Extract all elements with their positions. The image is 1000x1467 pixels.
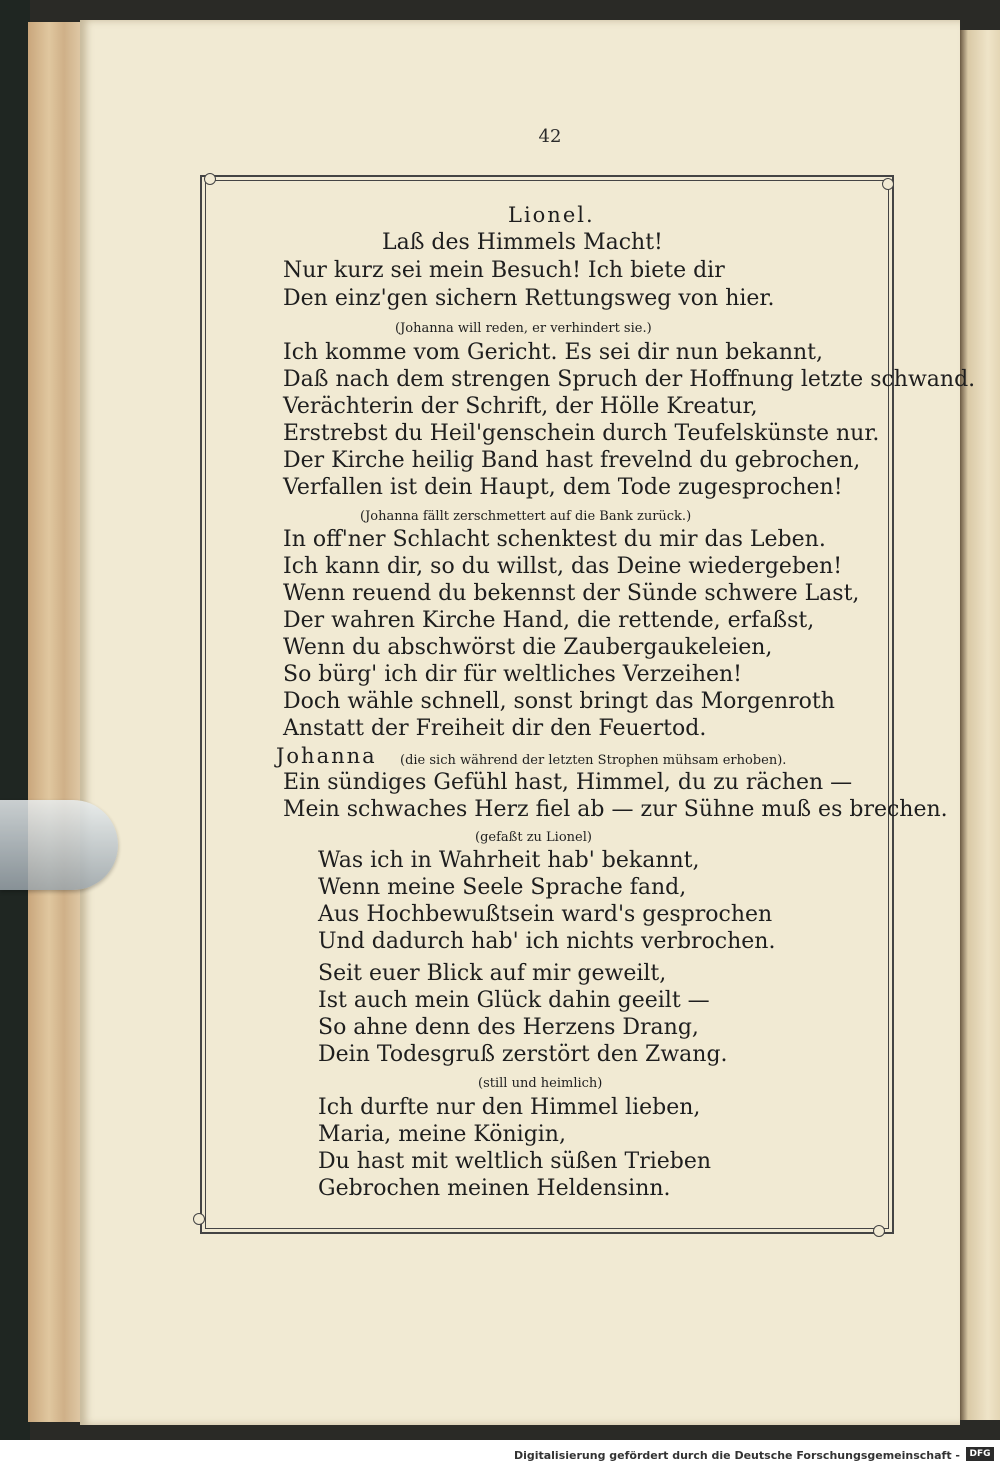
verse-line: Daß nach dem strengen Spruch der Hoffnung letzte schwand. [283, 367, 976, 392]
page-number: 42 [538, 126, 562, 147]
verse-line: Laß des Himmels Macht! [382, 230, 663, 255]
verse-line: Nur kurz sei mein Besuch! Ich biete dir [283, 258, 725, 283]
dfg-logo-icon: DFG [966, 1447, 994, 1461]
verse-line: Erstrebst du Heil'genschein durch Teufelskünste nur. [283, 421, 880, 446]
verse-line: Ein sündiges Gefühl hast, Himmel, du zu rächen — [283, 770, 853, 795]
verse-line: Der wahren Kirche Hand, die rettende, erfaßst, [283, 608, 815, 633]
verse-line: Anstatt der Freiheit dir den Feuertod. [283, 716, 707, 741]
verse-line: Maria, meine Königin, [318, 1122, 566, 1147]
verse-line: Ich durfte nur den Himmel lieben, [318, 1095, 701, 1120]
verse-line: Verfallen ist dein Haupt, dem Tode zugesprochen! [283, 475, 843, 500]
verse-line: Mein schwaches Herz fiel ab — zur Sühne muß es brechen. [283, 797, 948, 822]
verse-line: Aus Hochbewußtsein ward's gesprochen [318, 902, 773, 927]
verse-line: Dein Todesgruß zerstört den Zwang. [318, 1042, 728, 1067]
verse-line: So ahne denn des Herzens Drang, [318, 1015, 699, 1040]
verse-line: Wenn du abschwörst die Zaubergaukeleien, [283, 635, 773, 660]
speaker-name: Lionel. [508, 203, 595, 227]
funding-notice: Digitalisierung gefördert durch die Deutsche Forschungsgemeinschaft - [513, 1449, 960, 1462]
verse-line: Was ich in Wahrheit hab' bekannt, [318, 848, 700, 873]
verse-line: Ist auch mein Glück dahin geeilt — [318, 988, 710, 1013]
verse-line: Doch wähle schnell, sonst bringt das Morgenroth [283, 689, 835, 714]
stage-direction: (die sich während der letzten Strophen mühsam erhoben). [400, 753, 787, 768]
stage-direction: (Johanna will reden, er verhindert sie.) [395, 321, 652, 336]
stage-direction: (gefaßt zu Lionel) [475, 830, 592, 845]
verse-line: Ich komme vom Gericht. Es sei dir nun bekannt, [283, 340, 824, 365]
verse-line: Seit euer Blick auf mir geweilt, [318, 961, 667, 986]
verse-line: Der Kirche heilig Band hast frevelnd du gebrochen, [283, 448, 861, 473]
stage-direction: (Johanna fällt zerschmettert auf die Bank zurück.) [360, 509, 692, 524]
verse-line: So bürg' ich dir für weltliches Verzeihen! [283, 662, 743, 687]
verse-line: Den einz'gen sichern Rettungsweg von hier. [283, 286, 775, 311]
speaker-name: Johanna [276, 744, 377, 768]
verse-line: Du hast mit weltlich süßen Trieben [318, 1149, 712, 1174]
verse-line: Verächterin der Schrift, der Hölle Kreatur, [283, 394, 758, 419]
verse-line: Gebrochen meinen Heldensinn. [318, 1176, 671, 1201]
verse-line: Wenn reuend du bekennst der Sünde schwere Last, [283, 581, 860, 606]
verse-line: In off'ner Schlacht schenktest du mir das Leben. [283, 527, 826, 552]
verse-line: Und dadurch hab' ich nichts verbrochen. [318, 929, 776, 954]
stage-direction: (still und heimlich) [478, 1076, 603, 1091]
verse-line: Wenn meine Seele Sprache fand, [318, 875, 687, 900]
verse-line: Ich kann dir, so du willst, das Deine wiedergeben! [283, 554, 843, 579]
